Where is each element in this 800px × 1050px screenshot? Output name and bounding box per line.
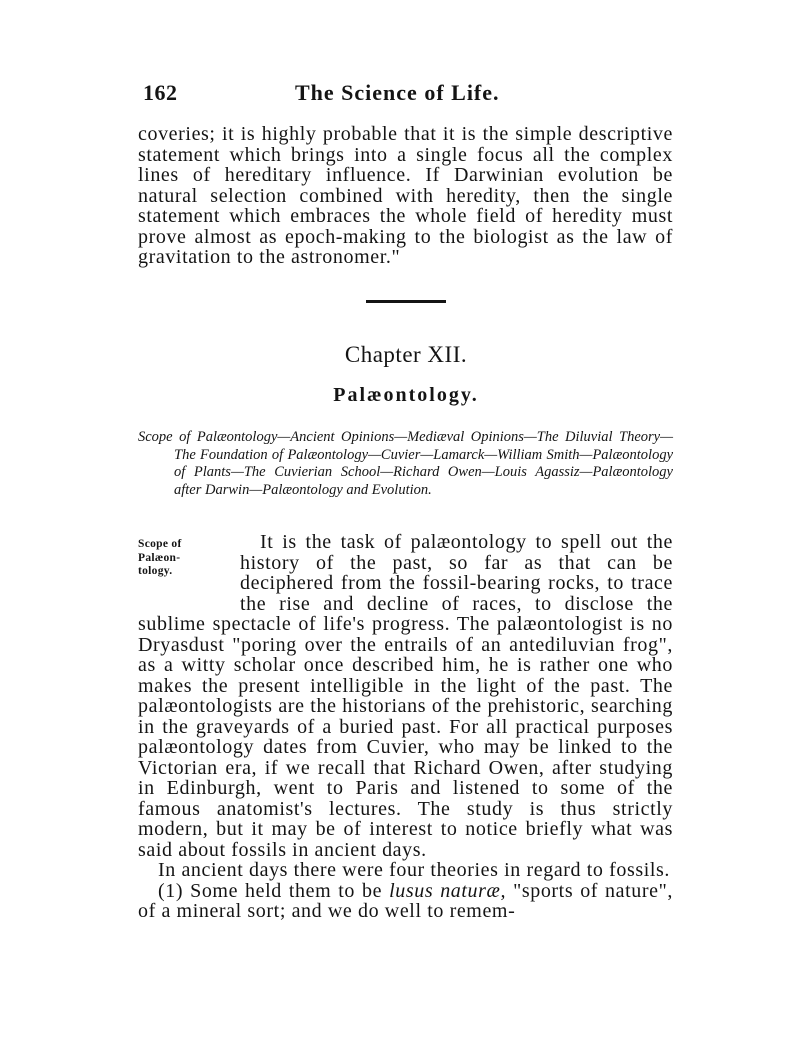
sidenote-line: tology. [138, 565, 173, 577]
body-paragraph-3 [138, 881, 673, 922]
body-paragraph-1 [138, 532, 673, 860]
continuation-paragraph [138, 124, 673, 268]
para3-rest: "sports of nature", of a mineral sort; and we do well to remem- [138, 879, 673, 922]
continuation-text: coveries; it is highly probable that it is the simple descriptive statement which brings into a single focus all the complex lines of hereditary influence. If Darwinian evolution be natural selection combined with heredity, then the single statement which embraces the whole field of heredity must prove almost as epoch-making to the biologist as the law of gravitation to the astronomer." [138, 123, 673, 268]
chapter-subtitle: Palæontology. [333, 384, 479, 406]
body-paragraph-1-text: It is the task of palæontology to spell out the history of the past, so far as that can be deciphered from the fossil-bearing rocks, to trace the rise and decline of races, to disclose the sublime spectacle of life's progress. The palæontologist is no Dryasdust "poring over the entrails of an antediluvian frog", as a witty scholar once described him, he is rather one who makes the present intelligible in the light of the past. The palæontologists are the historians of the prehistoric, searching in the graveyards of a buried past. For all practical purposes palæontology dates from Cuvier, who may be linked to the Victorian era, if we recall that Richard Owen, after studying in Edinburgh, went to Paris and listened to some of the famous anatomist's lectures. The study is thus strictly modern, but it may be of interest to notice briefly what was said about fossils in ancient days. [138, 531, 673, 861]
running-head: The Science of Life. [295, 80, 500, 105]
page-number: 162 [143, 80, 178, 105]
chapter-body [138, 532, 673, 922]
body-paragraph-2: In ancient days there were four theories in regard to fossils. [158, 859, 671, 881]
para3-italic: lusus naturæ, [389, 879, 507, 902]
margin-sidenote [138, 534, 238, 596]
chapter-synopsis: Scope of Palæontology—Ancient Opinions—Mediæval Opinions—The Diluvial Theory—The Foundation of Palæontology—Cuvier—Lamarck—William Smith—Palæontology of Plants—The Cuvierian School—Richard Owen—Louis Agassiz—Palæontology after Darwin—Palæontology and Evolution. [138, 429, 673, 498]
chapter-title: Chapter XII. [344, 342, 468, 367]
para3-lead: (1) Some held them to be [158, 879, 390, 902]
sidenote-line: Palæon- [138, 551, 181, 564]
page-header [143, 80, 673, 110]
section-divider [366, 300, 446, 303]
sidenote-line: Scope of [138, 538, 182, 550]
